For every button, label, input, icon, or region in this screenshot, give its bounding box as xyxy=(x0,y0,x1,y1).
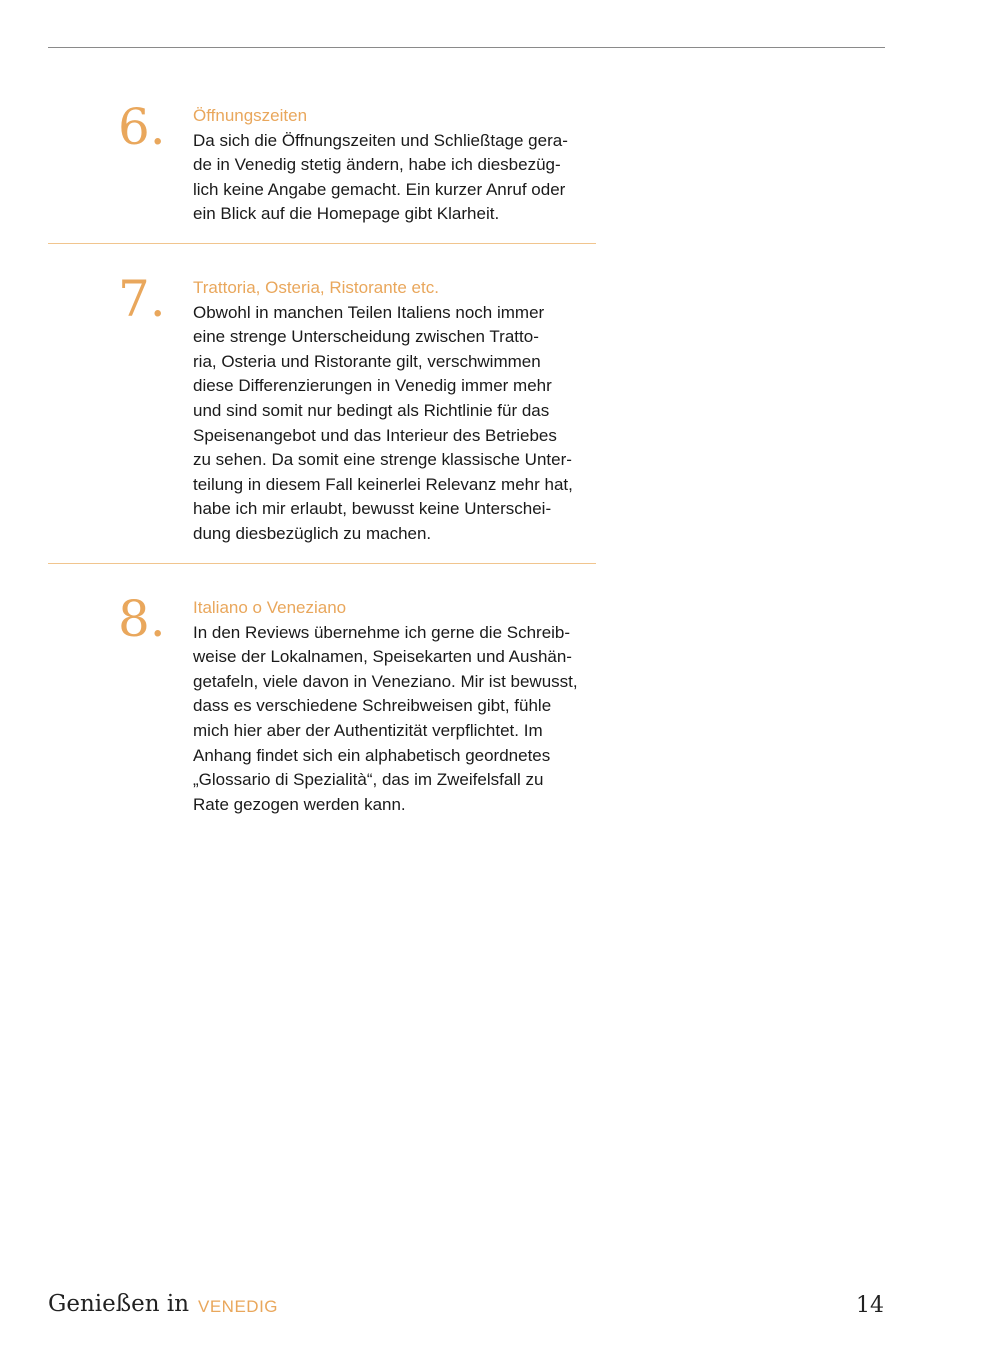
section-divider xyxy=(48,243,596,244)
section-heading: Trattoria, Osteria, Ristorante etc. xyxy=(193,278,439,297)
body-line: dung diesbezüglich zu machen. xyxy=(193,523,432,543)
body-line: mich hier aber der Authentizität verpflichtet. Im xyxy=(193,720,543,740)
footer-title: Genießen in xyxy=(48,1291,190,1317)
body-line: eine strenge Unterscheidung zwischen Tratto- xyxy=(193,327,539,347)
page-number: 14 xyxy=(856,1293,884,1318)
footer-city: VENEDIG xyxy=(198,1297,279,1316)
body-line: Anhang findet sich ein alphabetisch geordnetes xyxy=(193,745,551,765)
section-heading: Öffnungszeiten xyxy=(193,106,308,125)
body-line: Rate gezogen werden kann. xyxy=(193,794,406,814)
body-line: Obwohl in manchen Teilen Italiens noch immer xyxy=(193,302,545,322)
body-line: „Glossario di Spezialità“, das im Zweifelsfall zu xyxy=(193,770,544,790)
body-line: weise der Lokalnamen, Speisekarten und Aushän- xyxy=(193,647,572,667)
top-rule xyxy=(48,47,885,48)
section-number: 7. xyxy=(118,270,166,328)
section-heading: Italiano o Veneziano xyxy=(193,598,347,617)
body-line: diese Differenzierungen in Venedig immer mehr xyxy=(193,376,552,396)
body-line: Speisenangebot und das Interieur des Betriebes xyxy=(193,425,557,445)
body-line: ein Blick auf die Homepage gibt Klarheit. xyxy=(193,204,500,224)
section-body xyxy=(193,621,603,818)
body-line: In den Reviews übernehme ich gerne die Schreib- xyxy=(193,622,571,642)
section-number: 8. xyxy=(118,590,166,648)
body-line: teilung in diesem Fall keinerlei Relevanz mehr hat, xyxy=(193,474,573,494)
body-line: de in Venedig stetig ändern, habe ich diesbezüg- xyxy=(193,155,561,175)
body-line: dass es verschiedene Schreibweisen gibt, fühle xyxy=(193,696,552,716)
body-line: habe ich mir erlaubt, bewusst keine Unterschei- xyxy=(193,499,552,519)
body-line: zu sehen. Da somit eine strenge klassische Unter- xyxy=(193,450,572,470)
section-body xyxy=(193,301,603,547)
section-number: 6. xyxy=(118,98,166,156)
body-line: ria, Osteria und Ristorante gilt, verschwimmen xyxy=(193,351,541,371)
section-body xyxy=(193,129,603,227)
section-divider xyxy=(48,563,596,564)
body-line: Da sich die Öffnungszeiten und Schließtage gera- xyxy=(193,130,568,150)
body-line: und sind somit nur bedingt als Richtlinie für das xyxy=(193,400,550,420)
body-line: getafeln, viele davon in Veneziano. Mir ist bewusst, xyxy=(193,671,578,691)
body-line: lich keine Angabe gemacht. Ein kurzer Anruf oder xyxy=(193,179,566,199)
